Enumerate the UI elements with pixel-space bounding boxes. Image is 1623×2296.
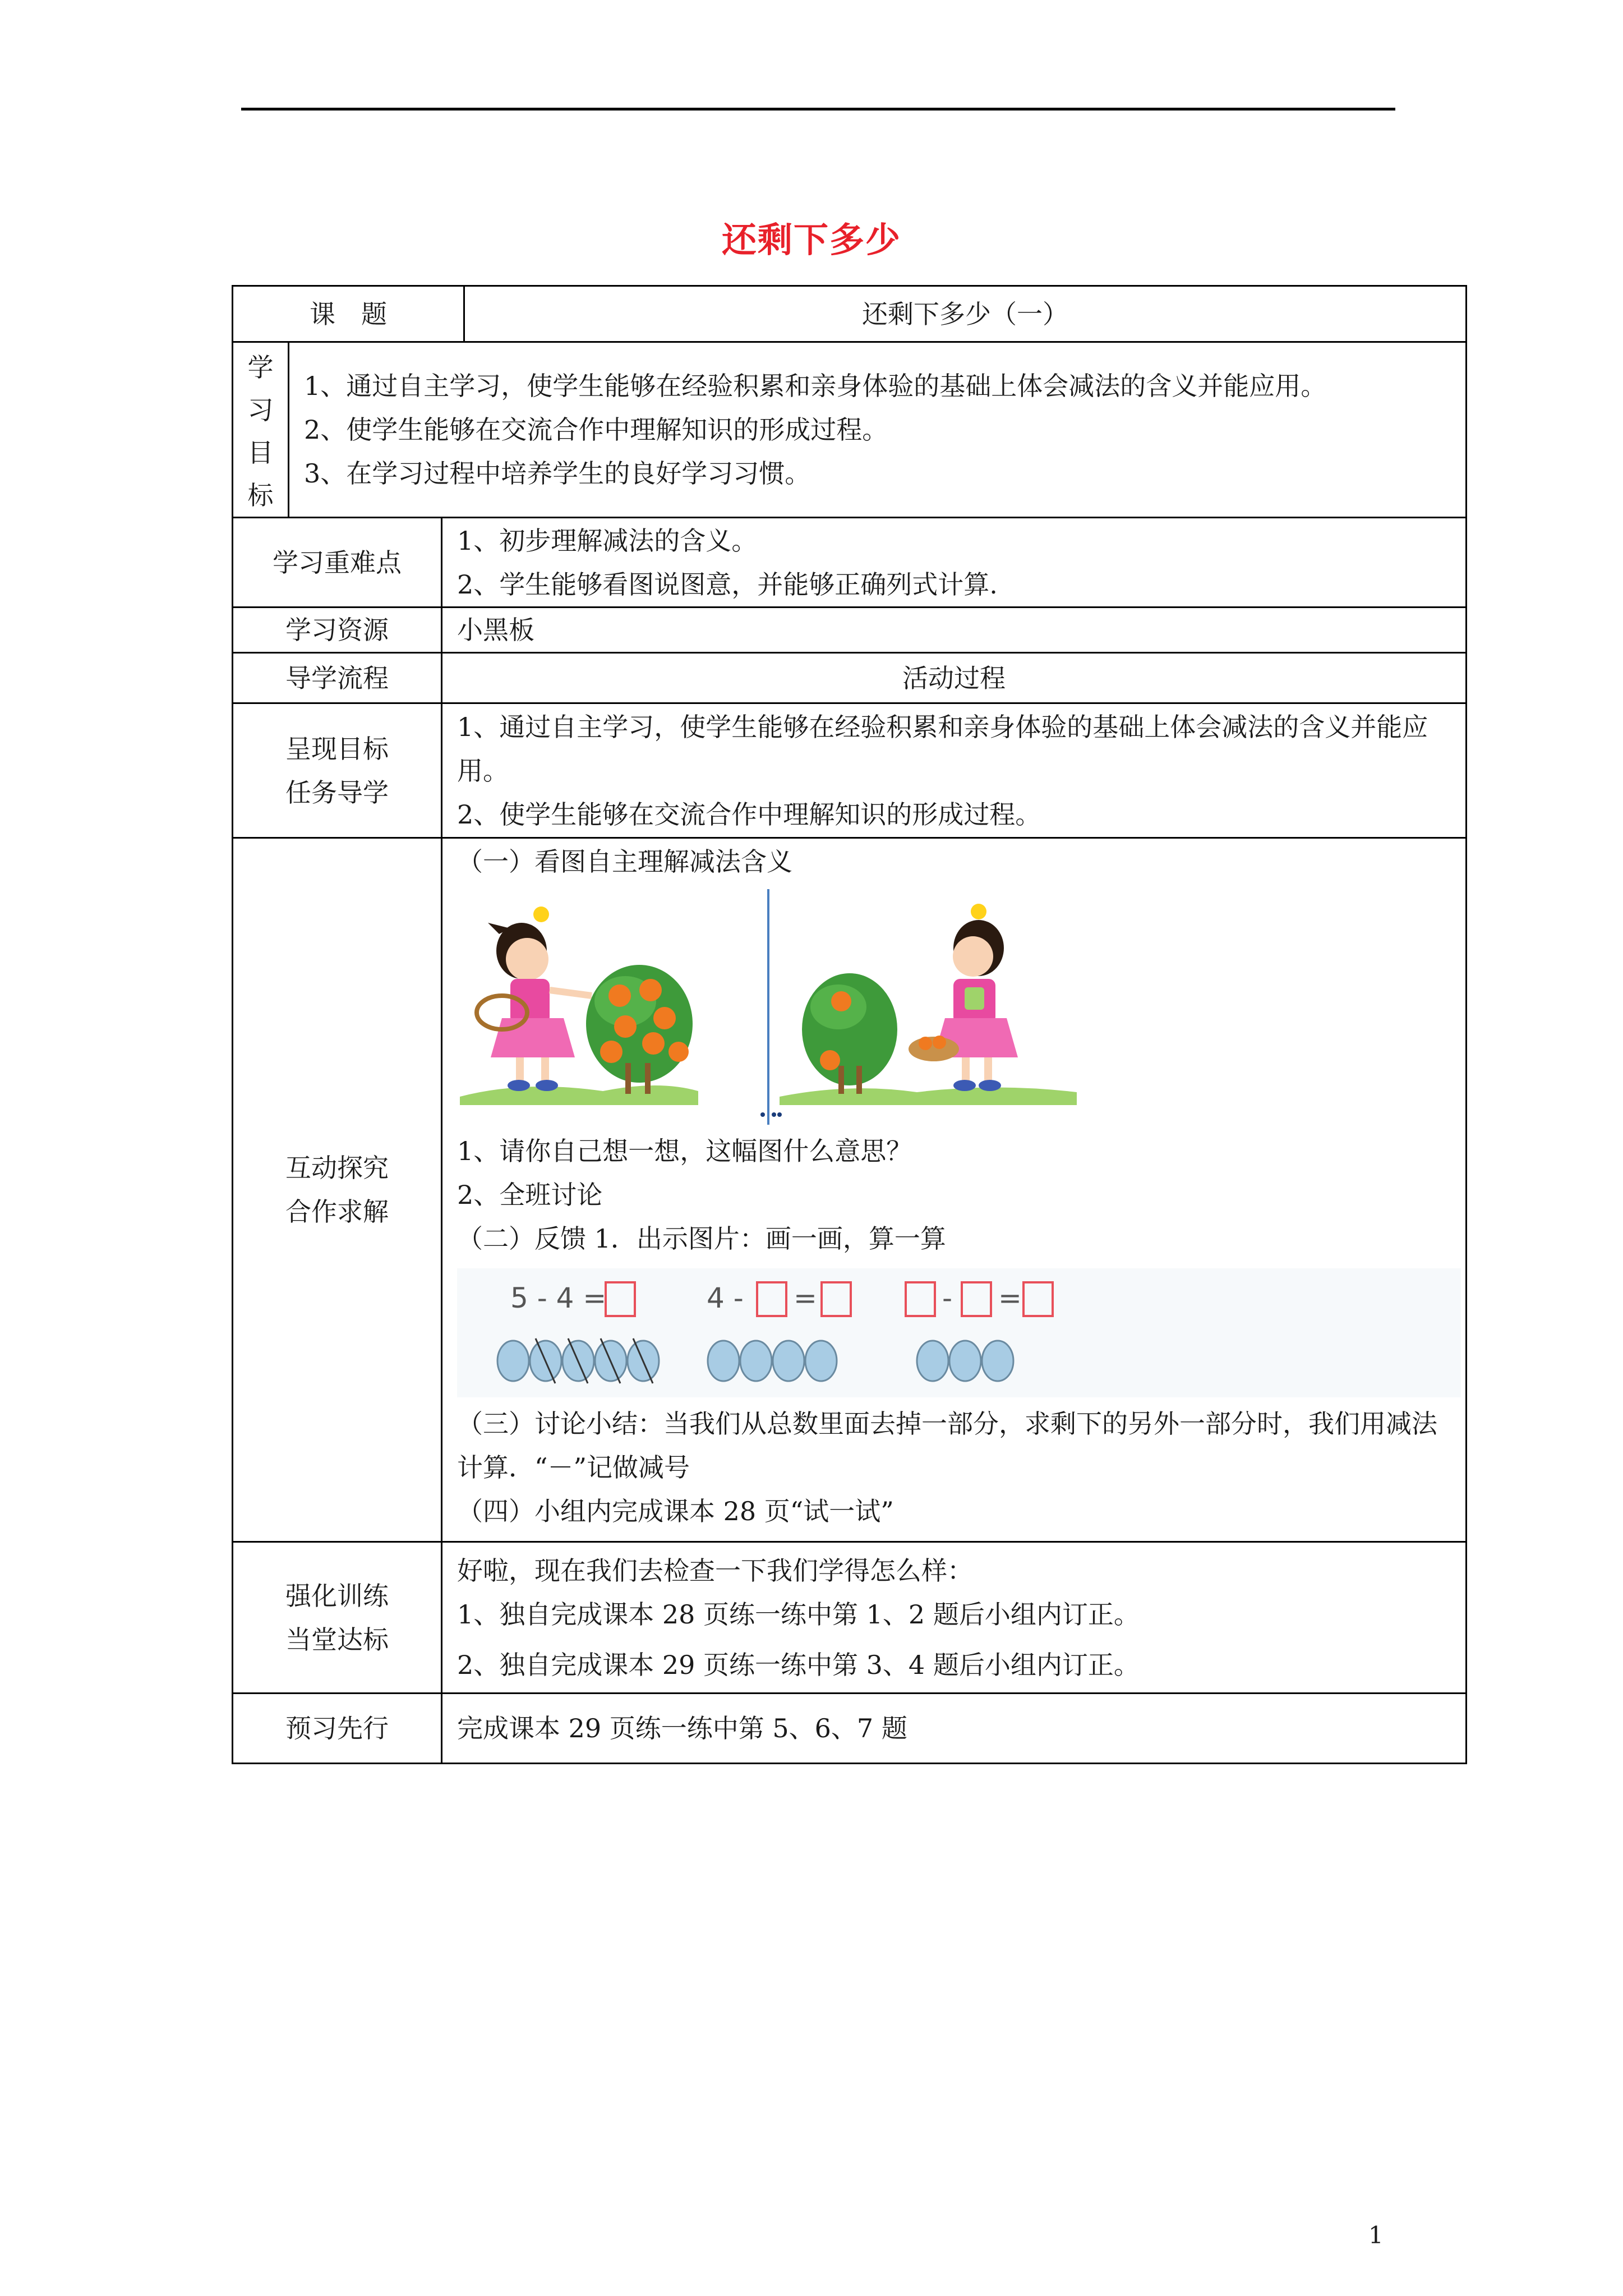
- explore-section-heading: （二）反馈 1．出示图片：画一画，算一算: [457, 1223, 946, 1254]
- equation-3-equals: =: [998, 1282, 1022, 1314]
- practice-label: [233, 1542, 442, 1694]
- resources-label: 学习资源: [233, 608, 442, 653]
- flow-value: 活动过程: [442, 653, 1467, 703]
- present-label-line: 任务导学: [285, 777, 389, 808]
- equation-2-equals: =: [794, 1282, 817, 1314]
- subtraction-circles-exercise: [457, 1268, 1461, 1397]
- explore-row: [233, 838, 1467, 1542]
- document-title: 还剩下多少: [721, 219, 901, 260]
- practice-label-line: 强化训练: [285, 1580, 389, 1611]
- practice-item: 好啦，现在我们去检查一下我们学得怎么样：: [457, 1555, 973, 1586]
- key-point-item: 2、学生能够看图说图意，并能够正确列式计算.: [457, 569, 998, 600]
- resources-value: 小黑板: [442, 608, 1467, 653]
- explore-question: 1、请你自己想一想，这幅图什么意思？: [457, 1136, 912, 1166]
- equation-3-minus: -: [942, 1282, 953, 1314]
- goals-label-char: 习: [247, 395, 274, 425]
- goal-item: 1、通过自主学习，使学生能够在经验积累和亲身体验的基础上体会减法的含义并能应用。: [304, 371, 1327, 401]
- present-content: [442, 703, 1467, 838]
- key-point-item: 1、初步理解减法的含义。: [457, 525, 758, 556]
- explore-question: 2、全班讨论: [457, 1180, 603, 1210]
- present-label: [233, 703, 442, 838]
- topic-value: 还剩下多少（一）: [464, 286, 1467, 342]
- practice-content: [442, 1542, 1467, 1694]
- equation-1: 5 - 4 =: [510, 1282, 607, 1314]
- topic-row: [233, 286, 1467, 342]
- lesson-plan-table: [232, 285, 1467, 1764]
- practice-item: 1、独自完成课本 28 页练一练中第 1、2 题后小组内订正。: [457, 1599, 1140, 1630]
- key-points-row: [233, 518, 1467, 608]
- explore-summary: （三）讨论小结：当我们从总数里面去掉一部分，求剩下的另外一部分时，我们用减法计算．“－”记做减号: [457, 1409, 1437, 1483]
- goals-label-char: 学: [247, 352, 274, 383]
- goals-label-char: 目: [247, 438, 274, 468]
- flow-row: [233, 653, 1467, 703]
- explore-section-heading: （四）小组内完成课本 28 页“试一试”: [457, 1496, 894, 1526]
- key-points-label: 学习重难点: [233, 518, 442, 608]
- goal-item: 3、在学习过程中培养学生的良好学习习惯。: [304, 458, 811, 489]
- resources-row: [233, 608, 1467, 653]
- header-rule: [241, 108, 1395, 111]
- flow-label: 导学流程: [233, 653, 442, 703]
- key-points-content: [442, 518, 1467, 608]
- goals-row: [233, 342, 1467, 518]
- present-item: 1、通过自主学习，使学生能够在经验积累和亲身体验的基础上体会减法的含义并能应用。: [457, 711, 1428, 786]
- preview-value: 完成课本 29 页练一练中第 5、6、7 题: [442, 1694, 1467, 1764]
- present-item: 2、使学生能够在交流合作中理解知识的形成过程。: [457, 799, 1041, 830]
- practice-label-line: 当堂达标: [285, 1624, 389, 1655]
- preview-row: [233, 1694, 1467, 1764]
- practice-item: 2、独自完成课本 29 页练一练中第 3、4 题后小组内订正。: [457, 1649, 1140, 1680]
- goal-item: 2、使学生能够在交流合作中理解知识的形成过程。: [304, 415, 888, 445]
- explore-section-heading: （一）看图自主理解减法含义: [457, 846, 792, 877]
- goals-content: [289, 342, 1467, 518]
- present-row: [233, 703, 1467, 838]
- equation-2-part: 4 -: [707, 1282, 744, 1314]
- page-number: 1: [1368, 2221, 1384, 2249]
- circle-group-3: [917, 1341, 1013, 1381]
- girl-picking-oranges-illustration: [457, 889, 1080, 1125]
- explore-label: [233, 838, 442, 1542]
- explore-content: [442, 838, 1467, 1542]
- explore-label-line: 互动探究: [285, 1153, 389, 1183]
- explore-label-line: 合作求解: [285, 1197, 389, 1227]
- present-label-line: 呈现目标: [285, 733, 389, 764]
- goals-label: [233, 342, 289, 518]
- topic-label: 课 题: [233, 286, 464, 342]
- practice-row: [233, 1542, 1467, 1694]
- preview-label: 预习先行: [233, 1694, 442, 1764]
- goals-label-char: 标: [247, 480, 274, 510]
